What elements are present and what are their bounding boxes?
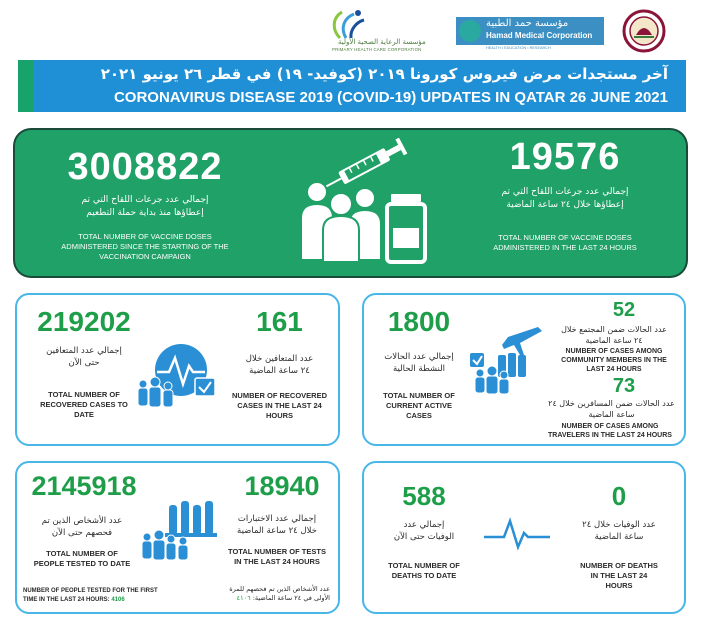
active-total-label-ar: إجمالي عدد الحالات النشطة الحالية <box>384 352 454 374</box>
moph-emblem <box>622 9 666 53</box>
vaccine-total-label-ar: إجمالي عدد جرعات اللقاح التي تم إعطاؤها منذ بداية حملة التطعيم <box>81 195 209 218</box>
recovered-heartbeat-icon <box>135 340 221 408</box>
recovered-24h-label-en: NUMBER OF RECOVERED CASES IN THE LAST 24 HOURS <box>231 391 327 420</box>
tests-total-label-en: TOTAL NUMBER OF PEOPLE TESTED TO DATE <box>33 549 131 568</box>
hmc-logo <box>456 17 604 51</box>
hmc-mark-icon <box>459 20 481 42</box>
deaths-card <box>362 461 686 614</box>
active-community-label-en: NUMBER OF CASES AMONG COMMUNITY MEMBERS IN THE LAST 24 HOURS <box>561 348 667 373</box>
vaccine-total-value: 3008822 <box>67 146 223 188</box>
active-travelers-label-ar: عدد الحالات ضمن المسافرين خلال ٢٤ ساعة الماضية <box>548 399 675 419</box>
deaths-total-value: 588 <box>402 481 446 511</box>
tests-first-time-value-en: 4106 <box>111 597 125 603</box>
tests-first-time-value-ar: ٤١٠٦ <box>236 594 251 602</box>
tests-card <box>15 461 340 614</box>
title-accent <box>18 60 33 112</box>
vaccine-people-icon <box>293 138 433 270</box>
vaccine-24h-value: 19576 <box>509 136 621 178</box>
tests-total-value: 2145918 <box>31 471 137 501</box>
recovered-24h-label-ar: عدد المتعافين خلال ٢٤ ساعة الماضية <box>245 354 314 376</box>
active-cases-card <box>362 293 686 446</box>
phcc-name-en: PRIMARY HEALTH CARE CORPORATION <box>332 47 422 52</box>
deaths-24h-label-en: NUMBER OF DEATHS IN THE LAST 24 HOURS <box>580 561 658 590</box>
title-ar: آخر مستجدات مرض فيروس كورونا ٢٠١٩ (كوفيد- ١٩) في قطر ٢٦ يونيو ٢٠٢١ <box>100 65 668 83</box>
tests-total-label-ar: عدد الأشخاص الذين تم فحصهم حتى الآن <box>41 516 123 538</box>
active-community-value: 52 <box>612 299 636 321</box>
deaths-24h-value: 0 <box>611 481 627 511</box>
active-travelers-label-en: NUMBER OF CASES AMONG TRAVELERS IN THE LAST 24 HOURS <box>548 423 672 439</box>
deaths-total-label-en: TOTAL NUMBER OF DEATHS TO DATE <box>388 561 460 580</box>
title-bar <box>18 60 686 112</box>
deaths-total-label-ar: إجمالي عدد الوفيات حتى الآن <box>393 520 455 542</box>
deaths-pulse-icon <box>482 515 552 551</box>
vaccine-total-label-en: TOTAL NUMBER OF VACCINE DOSES ADMINISTERED SINCE THE STARTING OF THE VACCINATION CAMPAIGN <box>61 232 229 261</box>
recovered-total-label-en: TOTAL NUMBER OF RECOVERED CASES TO DATE <box>40 390 128 419</box>
hmc-tagline: HEALTH • EDUCATION • RESEARCH <box>486 46 551 50</box>
active-travelers-value: 73 <box>612 375 636 397</box>
tests-24h-label-ar: إجمالي عدد الاختبارات خلال ٢٤ ساعة الماضية <box>237 514 317 536</box>
phcc-logo <box>318 8 438 54</box>
tests-24h-value: 18940 <box>244 471 320 501</box>
tests-lab-icon <box>139 499 221 561</box>
title-en: CORONAVIRUS DISEASE 2019 (COVID-19) UPDATES IN QATAR 26 JUNE 2021 <box>113 89 668 106</box>
vaccine-24h-label-ar: إجمالي عدد جرعات اللقاح التي تم إعطاؤها خلال ٢٤ ساعة الماضية <box>501 187 629 210</box>
recovered-total-value: 219202 <box>37 306 131 337</box>
deaths-24h-label-ar: عدد الوفيات خلال ٢٤ ساعة الماضية <box>582 520 656 542</box>
tests-24h-label-en: TOTAL NUMBER OF TESTS IN THE LAST 24 HOURS <box>228 547 326 566</box>
vaccine-panel <box>15 130 686 276</box>
tests-first-time-en: NUMBER OF PEOPLE TESTED FOR THE FIRST TIME IN THE LAST 24 HOURS: 4106 <box>23 588 158 603</box>
hmc-name-en: Hamad Medical Corporation <box>486 31 593 40</box>
tests-first-time-ar: عدد الأشخاص الذين تم فحصهم للمرة الأولى في ٢٤ ساعة الماضية: ٤١٠٦ <box>229 585 330 602</box>
vaccine-24h-label-en: TOTAL NUMBER OF VACCINE DOSES ADMINISTERED IN THE LAST 24 HOURS <box>493 233 637 252</box>
active-community-label-ar: عدد الحالات ضمن المجتمع خلال ٢٤ ساعة الماضية <box>561 325 667 345</box>
recovered-24h-value: 161 <box>256 306 303 337</box>
recovered-total-label-ar: إجمالي عدد المتعافين حتى الآن <box>46 346 122 368</box>
moph-emblem-icon <box>622 9 666 53</box>
active-travel-icon <box>468 325 544 395</box>
phcc-name-ar: مؤسسة الرعاية الصحية الأولية <box>338 38 426 46</box>
recovered-card <box>15 293 340 446</box>
phcc-swoosh-icon <box>318 8 378 42</box>
active-total-value: 1800 <box>387 306 451 337</box>
hmc-name-ar: مؤسسة حمد الطبية <box>486 18 569 29</box>
active-total-label-en: TOTAL NUMBER OF CURRENT ACTIVE CASES <box>383 391 455 420</box>
